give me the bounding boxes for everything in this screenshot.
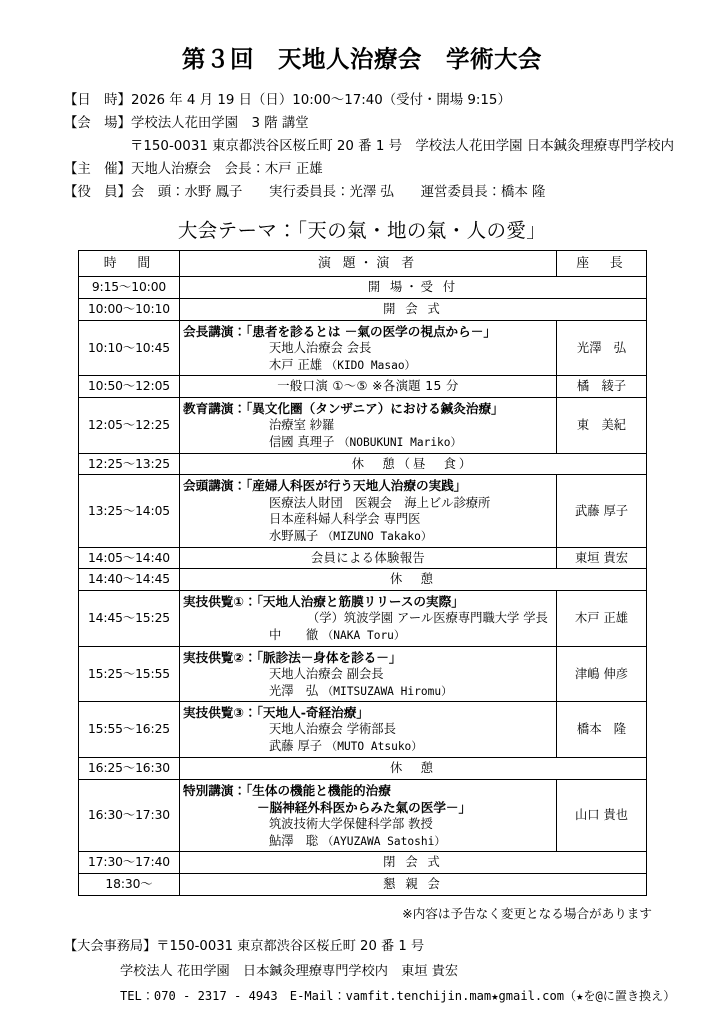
program-speaker-romanized: （MITSUZAWA Hiromu）: [322, 684, 453, 698]
cell-time: 9:15〜10:00: [79, 277, 180, 299]
header-info-value-4: 天地人治療会 会長：木戸 正雄: [130, 161, 323, 177]
program-speaker-name: 武藤 厚子 （MUTO Atsuko）: [269, 739, 423, 754]
header-info-block: [0, 73, 724, 204]
program-speaker-romanized: （NOBUKUNI Mariko）: [338, 436, 462, 450]
program-affiliation-1: （学）筑波学園 アール医療専門職大学 学長: [307, 611, 548, 626]
cell-time: 17:30〜17:40: [79, 852, 180, 874]
header-info-value-5: 会 頭：水野 鳳子 実行委員長：光澤 弘 運営委員長：橋本 隆: [130, 185, 546, 201]
cell-program: 閉 会 式: [180, 852, 647, 874]
cell-program: 休 憩: [180, 569, 647, 591]
footer-office-name: 学校法人 花田学園 日本鍼灸理療専門学校内 東垣 貴宏: [120, 964, 459, 980]
cell-chair: 武藤 厚子: [557, 475, 647, 547]
program-title: 実技供覧①：「天地人治療と筋膜リリースの実際」: [183, 594, 464, 610]
program-speaker-name: 光澤 弘 （MITSUZAWA Hiromu）: [269, 683, 453, 698]
change-notice: ※内容は予告なく変更となる場合があります: [402, 905, 652, 921]
column-header-time: 時 間: [79, 251, 180, 277]
page-title: 第３回 天地人治療会 学術大会: [182, 45, 542, 73]
table-row: [79, 299, 647, 321]
cell-program: 休 憩（昼 食）: [180, 453, 647, 475]
cell-time: 14:45〜15:25: [79, 591, 180, 647]
header-info-line-3: [64, 135, 724, 158]
cell-program: [180, 779, 557, 852]
program-title: 実技供覧③：「天地人-奇経治療」: [183, 705, 369, 721]
cell-chair: 光澤 弘: [557, 320, 647, 376]
table-row: [79, 453, 647, 475]
cell-chair: 木戸 正雄: [557, 591, 647, 647]
cell-program: [180, 702, 557, 758]
cell-time: 10:00〜10:10: [79, 299, 180, 321]
cell-program: [180, 646, 557, 702]
footer-contact-details: TEL：070 - 2317 - 4943 E-Mail：vamfit.tenchijin.mam★gmail.com（★を@に置き換え）: [120, 989, 676, 1004]
table-row: [79, 398, 647, 454]
program-speaker-romanized: （NAKA Toru）: [322, 629, 406, 643]
program-title: 特別講演：「生体の機能と機能的治療: [183, 782, 391, 798]
table-row: [79, 591, 647, 647]
program-title: 会長講演：「患者を診るとは －氣の医学の視点から－」: [183, 323, 496, 339]
footer-contact-block: [0, 922, 724, 1009]
table-header-row: [79, 251, 647, 277]
header-info-label-1: 【日 時】: [64, 92, 131, 108]
header-info-line-1: [64, 89, 724, 112]
cell-program: 会員による体験報告: [180, 547, 557, 569]
program-affiliation-1: 天地人治療会 副会長: [269, 666, 384, 681]
header-info-label-5: 【役 員】: [64, 185, 131, 201]
program-speaker-name: 鮎澤 聡 （AYUZAWA Satoshi）: [269, 833, 446, 848]
program-speaker-name: 中 徹 （NAKA Toru）: [269, 628, 406, 643]
cell-time: 18:30〜: [79, 874, 180, 896]
cell-chair: 橘 綾子: [557, 376, 647, 398]
cell-program: [180, 398, 557, 454]
header-info-value-2: 学校法人花田学園 3 階 講堂: [130, 115, 309, 131]
schedule-table-wrapper: [0, 250, 724, 896]
cell-time: 12:25〜13:25: [79, 453, 180, 475]
program-title: 教育講演：「異文化圏（タンザニア）における鍼灸治療」: [183, 401, 504, 417]
cell-program: 開 場・受 付: [180, 277, 647, 299]
cell-time: 15:25〜15:55: [79, 646, 180, 702]
cell-program: [180, 591, 557, 647]
header-info-value-3: 〒150-0031 東京都渋谷区桜丘町 20 番 1 号 学校法人花田学園 日本鍼灸理療専門学校内: [130, 138, 675, 154]
cell-time: 16:25〜16:30: [79, 757, 180, 779]
header-info-line-4: [64, 158, 724, 181]
cell-program: 開 会 式: [180, 299, 647, 321]
cell-time: 14:40〜14:45: [79, 569, 180, 591]
table-row: [79, 376, 647, 398]
table-row: [79, 779, 647, 852]
table-row: [79, 547, 647, 569]
cell-chair: 津嶋 伸彦: [557, 646, 647, 702]
cell-time: 15:55〜16:25: [79, 702, 180, 758]
table-row: [79, 646, 647, 702]
table-row: [79, 852, 647, 874]
program-title: 実技供覧②：「脈診法－身体を診る－」: [183, 649, 402, 665]
program-title: 会頭講演：「産婦人科医が行う天地人治療の実践」: [183, 478, 467, 494]
table-row: [79, 277, 647, 299]
program-speaker-name: 木戸 正雄 （KIDO Masao）: [269, 357, 416, 372]
header-info-label-2: 【会 場】: [64, 115, 131, 131]
table-row: [79, 475, 647, 547]
cell-time: 12:05〜12:25: [79, 398, 180, 454]
cell-program: 一般口演 ①〜⑤ ※各演題 15 分: [180, 376, 557, 398]
table-row: [79, 320, 647, 376]
program-speaker-romanized: （KIDO Masao）: [326, 358, 416, 372]
header-info-label-4: 【主 催】: [64, 161, 131, 177]
program-speaker-romanized: （MUTO Atsuko）: [326, 740, 423, 754]
table-row: [79, 757, 647, 779]
program-affiliation-1: 筑波技術大学保健科学部 教授: [269, 816, 433, 831]
table-row: [79, 569, 647, 591]
footer-office-address: 【大会事務局】〒150-0031 東京都渋谷区桜丘町 20 番 1 号: [64, 938, 425, 954]
header-info-line-5: [64, 181, 724, 204]
cell-time: 10:50〜12:05: [79, 376, 180, 398]
table-row: [79, 702, 647, 758]
schedule-table: [78, 250, 647, 896]
cell-chair: 橋本 隆: [557, 702, 647, 758]
cell-program: 休 憩: [180, 757, 647, 779]
conference-theme: 大会テーマ：「天の氣・地の氣・人の愛」: [177, 219, 547, 243]
column-header-chair: 座 長: [557, 251, 647, 277]
cell-time: 10:10〜10:45: [79, 320, 180, 376]
table-row: [79, 874, 647, 896]
cell-chair: 東 美紀: [557, 398, 647, 454]
cell-chair: 山口 貴也: [557, 779, 647, 852]
cell-time: 14:05〜14:40: [79, 547, 180, 569]
cell-program: [180, 475, 557, 547]
cell-program: 懇 親 会: [180, 874, 647, 896]
program-affiliation-1: 天地人治療会 会長: [269, 341, 372, 356]
column-header-program: 演 題・演 者: [180, 251, 557, 277]
program-speaker-name: 水野鳳子 （MIZUNO Takako）: [269, 529, 433, 544]
header-info-line-2: [64, 112, 724, 135]
program-affiliation-1: 医療法人財団 医親会 海上ビル診療所: [269, 495, 491, 510]
cell-time: 16:30〜17:30: [79, 779, 180, 852]
program-affiliation-2: 日本産科婦人科学会 専門医: [269, 512, 421, 527]
program-speaker-romanized: （AYUZAWA Satoshi）: [322, 834, 446, 848]
header-info-value-1: 2026 年 4 月 19 日（日）10:00〜17:40（受付・開場 9:15）: [130, 92, 511, 108]
program-affiliation-1: 天地人治療会 学術部長: [269, 722, 396, 737]
program-speaker-romanized: （MIZUNO Takako）: [322, 530, 433, 544]
program-affiliation-1: 治療室 紗羅: [269, 418, 335, 433]
cell-chair: 東垣 貴宏: [557, 547, 647, 569]
cell-time: 13:25〜14:05: [79, 475, 180, 547]
schedule-table-body: [79, 277, 647, 895]
program-speaker-name: 信國 真理子 （NOBUKUNI Mariko）: [269, 435, 462, 450]
program-title-line2: －脳神経外科医からみた氣の医学－」: [257, 799, 472, 815]
cell-program: [180, 320, 557, 376]
